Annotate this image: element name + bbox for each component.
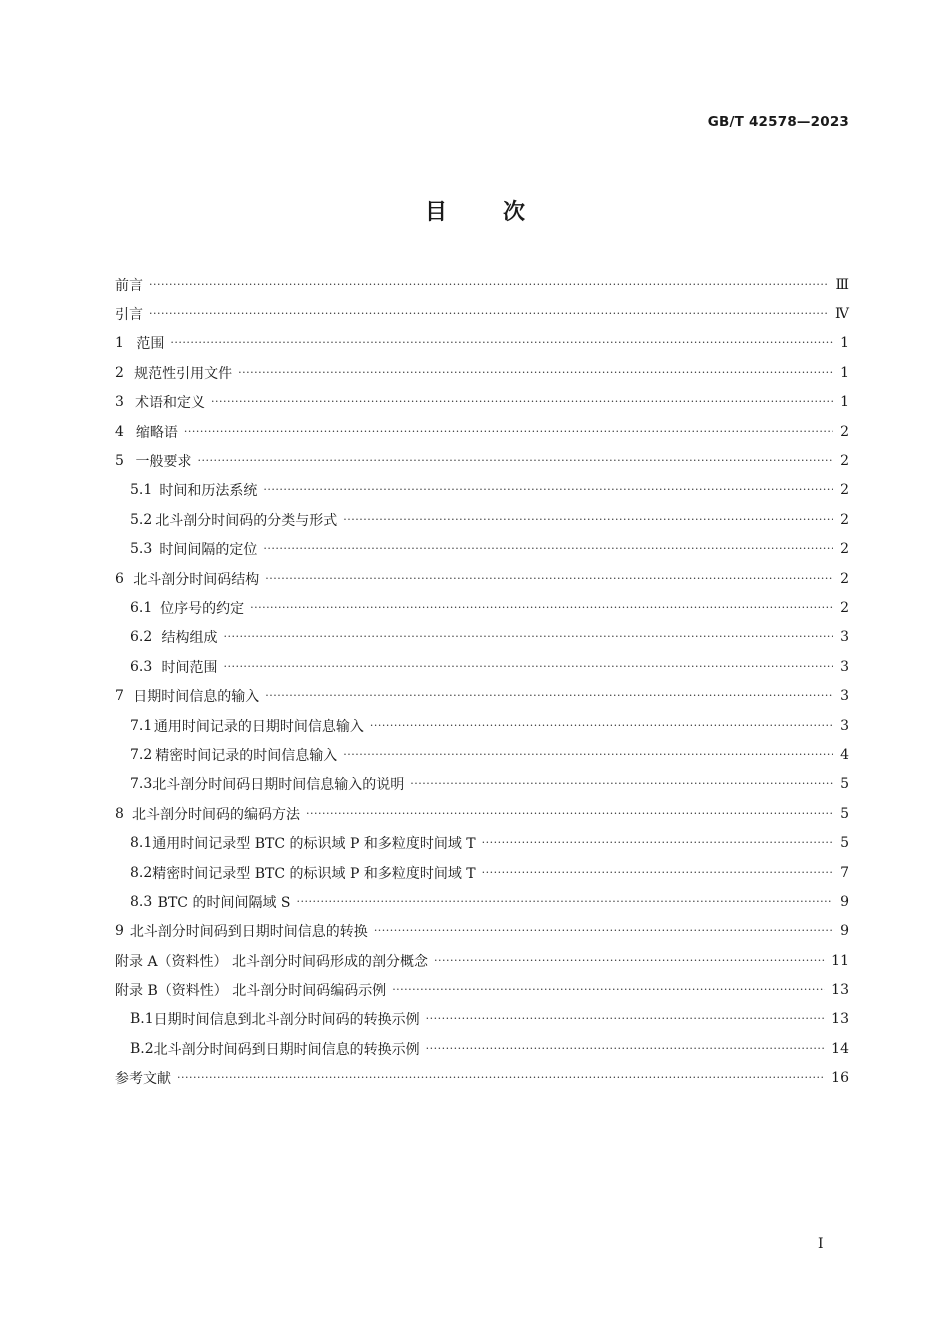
- toc-entry[interactable]: [115, 740, 849, 769]
- toc-entry-page: 13: [831, 1011, 849, 1028]
- toc-leader-dots: [426, 1010, 826, 1026]
- toc-entry-label: 引言: [115, 307, 143, 324]
- toc-leader-dots: [170, 334, 833, 350]
- toc-entry-label: 时间和历法系统: [159, 483, 258, 500]
- toc-entry-page: 2: [840, 599, 849, 616]
- toc-entry-number: 3: [115, 394, 124, 411]
- toc-entry-number: 8: [115, 805, 124, 822]
- toc-leader-dots: [410, 775, 833, 791]
- toc-entry-number: 7.2: [130, 746, 153, 763]
- toc-leader-dots: [250, 599, 833, 615]
- toc-entry-page: 2: [840, 511, 849, 528]
- toc-entry-page: 5: [840, 835, 849, 852]
- toc-entry-label: 缩略语: [135, 424, 178, 441]
- toc-leader-dots: [426, 1040, 826, 1056]
- page-number: I: [818, 1236, 824, 1252]
- toc-entry-label: 北斗剖分时间码的分类与形式: [155, 512, 338, 529]
- toc-entry-number: 5.3: [130, 541, 153, 558]
- toc-entry[interactable]: [115, 593, 849, 622]
- title-char-2: 次: [503, 200, 526, 225]
- toc-entry[interactable]: [115, 711, 849, 740]
- toc-entry-label: 日期时间信息到北斗剖分时间码的转换示例: [153, 1012, 420, 1029]
- toc-entry-page: 1: [840, 364, 849, 381]
- toc-entry[interactable]: [115, 505, 849, 534]
- toc-entry-label: 精密时间记录的时间信息输入: [155, 747, 338, 764]
- toc-entry-label: 北斗剖分时间码结构: [133, 571, 260, 588]
- toc-leader-dots: [434, 952, 825, 968]
- toc-entry-number: 8.1: [130, 835, 153, 852]
- toc-entry-label: 通用时间记录的日期时间信息输入: [153, 718, 364, 735]
- toc-entry-number: 6.3: [130, 658, 153, 675]
- toc-leader-dots: [149, 305, 829, 321]
- toc-entry[interactable]: [115, 799, 849, 828]
- toc-entry-page: 2: [840, 482, 849, 499]
- toc-entry-page: 2: [840, 453, 849, 470]
- toc-entry-page: 4: [840, 746, 849, 763]
- toc-entry-page: 2: [840, 423, 849, 440]
- toc-entry[interactable]: [115, 270, 849, 299]
- toc-entry-number: 8.3: [130, 893, 153, 910]
- toc-entry-number: 8.2: [130, 864, 153, 881]
- toc-leader-dots: [297, 893, 833, 909]
- toc-entry-page: 3: [840, 688, 849, 705]
- toc-entry-label: 术语和定义: [135, 395, 206, 412]
- toc-entry[interactable]: [115, 417, 849, 446]
- toc-entry-label: 结构组成: [161, 630, 218, 647]
- toc-entry-label: 北斗剖分时间码到日期时间信息的转换示例: [153, 1041, 420, 1058]
- toc-entry[interactable]: [115, 770, 849, 799]
- toc-entry[interactable]: [115, 975, 849, 1004]
- toc-entry-number: 7.3: [130, 776, 153, 793]
- toc-entry-page: Ⅳ: [835, 306, 849, 323]
- toc-entry-label: 日期时间信息的输入: [133, 689, 260, 706]
- title-char-1: 目: [424, 200, 447, 225]
- toc-leader-dots: [149, 276, 829, 292]
- toc-entry-number: 7.1: [130, 717, 153, 734]
- toc-entry-label: 位序号的约定: [160, 600, 245, 617]
- toc-entry[interactable]: [115, 858, 849, 887]
- toc-leader-dots: [211, 393, 833, 409]
- toc-entry[interactable]: [115, 652, 849, 681]
- toc-leader-dots: [370, 717, 833, 733]
- toc-entry[interactable]: [115, 564, 849, 593]
- toc-entry-label: 一般要求: [135, 454, 192, 471]
- toc-entry-number: 4: [115, 423, 124, 440]
- standard-code: GB/T 42578—2023: [707, 114, 849, 130]
- toc-entry[interactable]: [115, 1034, 849, 1063]
- toc-leader-dots: [263, 540, 833, 556]
- toc-entry-page: 9: [840, 923, 849, 940]
- toc-entry-label: 前言: [115, 277, 143, 294]
- toc-entry-page: 2: [840, 541, 849, 558]
- toc-leader-dots: [392, 981, 825, 997]
- toc-leader-dots: [263, 481, 833, 497]
- toc-entry[interactable]: [115, 681, 849, 710]
- toc-entry-page: 1: [840, 394, 849, 411]
- toc-entry[interactable]: [115, 476, 849, 505]
- toc-entry[interactable]: [115, 946, 849, 975]
- toc-leader-dots: [265, 687, 833, 703]
- toc-leader-dots: [177, 1069, 825, 1085]
- toc-entry[interactable]: [115, 887, 849, 916]
- toc-entry-number: B.1: [130, 1011, 154, 1028]
- toc-leader-dots: [306, 805, 833, 821]
- toc-entry-label: 时间范围: [161, 659, 218, 676]
- toc-leader-dots: [374, 922, 833, 938]
- toc-entry-number: 5.2: [130, 511, 153, 528]
- toc-entry[interactable]: [115, 917, 849, 946]
- toc-leader-dots: [482, 864, 833, 880]
- toc-entry[interactable]: [115, 623, 849, 652]
- toc-entry[interactable]: [115, 1005, 849, 1034]
- toc-leader-dots: [197, 452, 833, 468]
- toc-entry-number: 6.1: [130, 599, 153, 616]
- toc-entry-page: Ⅲ: [835, 276, 849, 293]
- toc-entry-label: 精密时间记录型 BTC 的标识域 P 和多粒度时间域 T: [152, 865, 476, 882]
- toc-entry-page: 2: [840, 570, 849, 587]
- toc-entry-number: 2: [115, 364, 124, 381]
- toc-entry-page: 1: [840, 335, 849, 352]
- toc-entry-page: 13: [831, 982, 849, 999]
- toc-entry-label: 附录 A（资料性） 北斗剖分时间码形成的剖分概念: [115, 953, 429, 970]
- toc-leader-dots: [343, 511, 833, 527]
- toc-entry-label: 规范性引用文件: [134, 365, 233, 382]
- toc-entry-label: 附录 B（资料性） 北斗剖分时间码编码示例: [115, 983, 387, 1000]
- toc-entry[interactable]: [115, 388, 849, 417]
- toc-entry-page: 3: [840, 658, 849, 675]
- toc-entry-label: 北斗剖分时间码的编码方法: [132, 806, 300, 823]
- toc-entry[interactable]: [115, 535, 849, 564]
- toc-entry-page: 7: [840, 864, 849, 881]
- toc-entry-page: 5: [840, 805, 849, 822]
- toc-entry-label: 北斗剖分时间码日期时间信息输入的说明: [152, 777, 405, 794]
- toc-entry-number: 1: [115, 335, 124, 352]
- toc-entry-label: 通用时间记录型 BTC 的标识域 P 和多粒度时间域 T: [152, 836, 476, 853]
- toc-leader-dots: [265, 570, 833, 586]
- toc-entry-page: 5: [840, 776, 849, 793]
- toc-leader-dots: [343, 746, 833, 762]
- toc-entry-number: 6.2: [130, 629, 153, 646]
- toc-leader-dots: [238, 364, 833, 380]
- toc-entry-label: 北斗剖分时间码到日期时间信息的转换: [129, 924, 368, 941]
- toc-entry-label: 范围: [136, 336, 165, 353]
- toc-entry-page: 3: [840, 629, 849, 646]
- toc-entry-number: 7: [115, 688, 124, 705]
- toc-entry[interactable]: [115, 299, 849, 328]
- toc-leader-dots: [223, 628, 833, 644]
- toc-entry-label: BTC 的时间间隔域 S: [157, 894, 291, 911]
- toc-entry-number: 5.1: [130, 482, 153, 499]
- toc-entry[interactable]: [115, 828, 849, 857]
- page-title: [0, 195, 950, 226]
- toc-entry[interactable]: [115, 1064, 849, 1093]
- toc-entry[interactable]: [115, 358, 849, 387]
- toc-entry-number: 6: [115, 570, 124, 587]
- toc-entry[interactable]: [115, 446, 849, 475]
- toc-entry-number: 9: [115, 923, 124, 940]
- toc-leader-dots: [184, 423, 833, 439]
- toc-entry-label: 参考文献: [115, 1071, 171, 1088]
- table-of-contents: [115, 270, 849, 1093]
- toc-entry-label: 时间间隔的定位: [159, 542, 258, 559]
- toc-entry-page: 11: [831, 952, 849, 969]
- toc-entry-page: 9: [840, 893, 849, 910]
- toc-entry[interactable]: [115, 329, 849, 358]
- toc-entry-number: 5: [115, 453, 124, 470]
- toc-entry-page: 16: [831, 1070, 849, 1087]
- toc-leader-dots: [482, 834, 833, 850]
- toc-entry-page: 3: [840, 717, 849, 734]
- toc-leader-dots: [223, 658, 833, 674]
- toc-entry-number: B.2: [130, 1040, 154, 1057]
- toc-entry-page: 14: [831, 1040, 849, 1057]
